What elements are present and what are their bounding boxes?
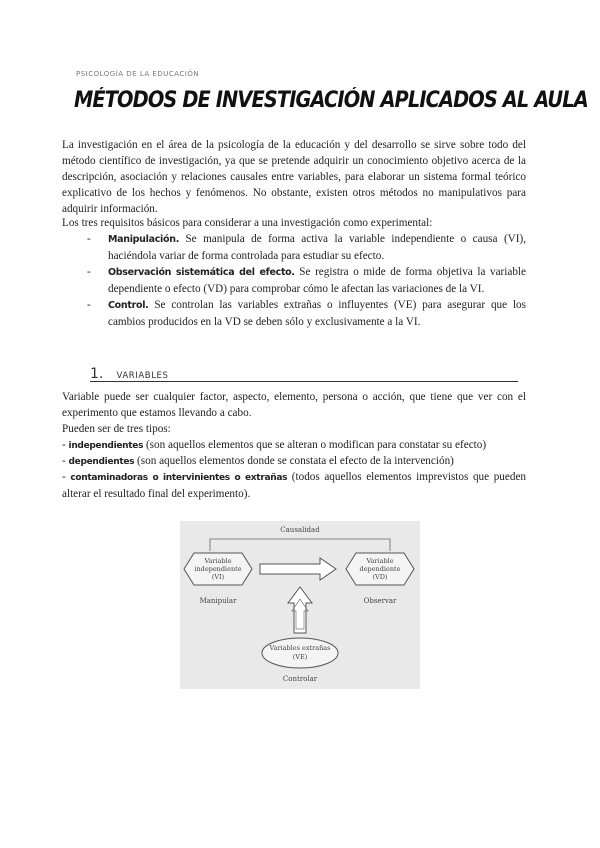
requirements-list (62, 231, 526, 330)
type-prefix: - (62, 471, 71, 483)
type-text: (son aquellos elementos que se alteran o modifican para constatar su efecto) (143, 439, 487, 451)
requirements-lead: Los tres requisitos básicos para considerar a una investigación como experimental: (62, 217, 433, 229)
type-text: (son aquellos elementos donde se constata el efecto de la intervención) (134, 455, 454, 467)
section-number: 1. (90, 366, 104, 382)
list-item (62, 231, 526, 264)
requirement-text: Se controlan las variables extrañas o influyentes (VE) para asegurar que los cambios producidos en la VD se deben sólo y exclusivamente a la VI. (108, 299, 526, 328)
diagram-svg (180, 521, 420, 689)
control-arrow-up (288, 587, 312, 633)
variable-definition: Variable puede ser cualquier factor, aspecto, elemento, persona o acción, que tiene que ver con el experimento que estamos llevando a cabo. (62, 391, 526, 419)
observe-caption: Observar (363, 597, 397, 605)
type-text: (todos aquellos elementos imprevistos que pueden alterar el resultado final del experimento). (62, 471, 526, 500)
manipulate-caption: Manipular (199, 597, 237, 605)
types-lead: Pueden ser de tres tipos: (62, 423, 171, 435)
requirement-term: Observación sistemática del efecto. (108, 267, 295, 278)
type-term: dependientes (68, 457, 135, 467)
causal-arrow-right (260, 558, 336, 580)
section-title: VARIABLES (116, 371, 169, 381)
node-label: Variable (204, 557, 232, 565)
requirement-text: Se registra o mide de forma objetiva la variable dependiente o efecto (VD) para comprobar cómo le afectan las variaciones de la VI. (108, 266, 527, 295)
type-prefix: - (62, 455, 69, 467)
type-item-independent (62, 437, 526, 454)
list-item (62, 264, 526, 297)
document-title: MÉTODOS DE INVESTIGACIÓN APLICADOS AL AULA (74, 88, 588, 113)
node-label: Variables extrañas (269, 644, 331, 652)
section-heading-variables (90, 363, 518, 382)
header-course-name: PSICOLOGÍA DE LA EDUCACIÓN (76, 70, 200, 78)
type-term: independientes (68, 441, 144, 451)
requirement-term: Manipulación. (108, 234, 180, 245)
type-item-dependent (62, 453, 526, 470)
node-label: independiente (194, 565, 242, 573)
node-label: (VI) (211, 573, 225, 581)
control-caption: Controlar (282, 675, 318, 683)
list-item (62, 297, 526, 330)
node-label: dependiente (359, 565, 401, 573)
causality-bracket (210, 539, 390, 551)
type-item-extraneous (62, 469, 526, 502)
variables-diagram (180, 521, 420, 689)
intro-paragraph: La investigación en el área de la psicología de la educación y del desarrollo se sirve sobre todo del método científico de investigación, ya que se pretende adquirir un conocimiento objetivo acerca de la descripción, asociación y relaciones causales entre variables, para elaborar un sistema formal teórico explicativo de los hechos y fenómenos. No obstante, existen otros métodos no manipulativos para adquirir información. (62, 139, 526, 215)
requirement-text: Se manipula de forma activa la variable independiente o causa (VI), haciéndola variar de forma controlada para estudiar su efecto. (108, 233, 526, 262)
list-dash: - (87, 233, 91, 245)
requirement-term: Control. (108, 300, 149, 311)
node-label: Variable (366, 557, 394, 565)
node-label: (VD) (372, 573, 388, 581)
causality-label: Causalidad (280, 526, 320, 534)
node-label: (VE) (292, 653, 308, 661)
list-dash: - (87, 299, 91, 311)
list-dash: - (87, 266, 91, 278)
type-term: contaminadoras o intervinientes o extrañas (70, 473, 288, 483)
type-prefix: - (62, 439, 69, 451)
